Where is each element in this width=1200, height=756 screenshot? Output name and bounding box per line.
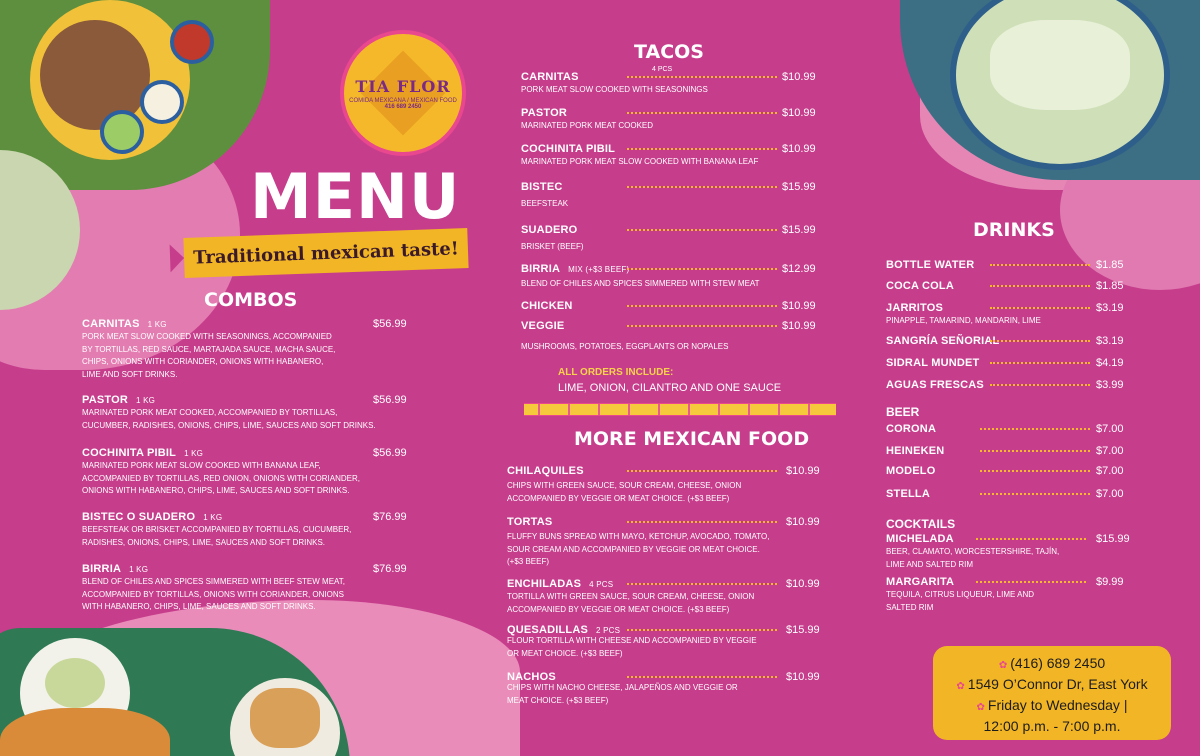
- item-description: CHIPS WITH GREEN SAUCE, SOUR CREAM, CHEESE, ONION: [507, 481, 742, 490]
- item-description: RADISHES, ONIONS, CHIPS, LIME, SAUCES AND SOFT DRINKS.: [82, 537, 326, 547]
- item-description: ACCOMPANIED BY TORTILLAS, RED ONION, ONIONS WITH CORIANDER,: [82, 473, 360, 483]
- item-price: $10.99: [782, 320, 816, 332]
- item-description: MARINATED PORK MEAT SLOW COOKED WITH BANANA LEAF: [521, 157, 759, 166]
- item-price: $15.99: [782, 181, 816, 193]
- item-description: ACCOMPANIED BY VEGGIE OR MEAT CHOICE. (+$3 BEEF): [507, 604, 730, 614]
- item-name: HEINEKEN: [886, 445, 945, 457]
- combo-item: [82, 563, 417, 613]
- more-food-item: [507, 578, 827, 615]
- item-description: CHIPS, ONIONS WITH CORIANDER, ONIONS WITH HABANERO,: [82, 357, 324, 366]
- taco-item: [521, 71, 816, 96]
- item-name: CORONA: [886, 423, 937, 435]
- beer-item: [886, 423, 1131, 435]
- item-qty: 1 KG: [184, 449, 204, 458]
- flower-icon: ✿: [998, 660, 1008, 671]
- item-price: $56.99: [373, 447, 407, 459]
- item-description: CUCUMBER, RADISHES, ONIONS, CHIPS, LIME, SAUCES AND SOFT DRINKS.: [82, 420, 376, 430]
- tacos-note: 4 PCS: [652, 66, 673, 73]
- drink-item: [886, 335, 1131, 347]
- item-price: $3.99: [1096, 379, 1124, 391]
- dot-leader: [627, 325, 777, 327]
- item-name: ENCHILADAS: [507, 578, 582, 590]
- beer-item: [886, 445, 1131, 457]
- item-description: ONIONS WITH HABANERO, CHIPS, LIME, SAUCES AND SOFT DRINKS.: [82, 486, 350, 495]
- more-food-item: [507, 624, 827, 659]
- item-description: MARINATED PORK MEAT COOKED: [521, 121, 654, 130]
- item-description: TORTILLA WITH GREEN SAUCE, SOUR CREAM, CHEESE, ONION: [507, 592, 755, 601]
- item-description: BRISKET (BEEF): [521, 242, 584, 251]
- item-description: MARINATED PORK MEAT SLOW COOKED WITH BANANA LEAF,: [82, 461, 321, 470]
- taco-item: [521, 181, 816, 210]
- drink-item: [886, 302, 1131, 327]
- item-qty: 1 KG: [136, 396, 156, 405]
- item-name: PASTOR: [82, 394, 129, 406]
- item-name: COCHINITA PIBIL: [82, 447, 177, 459]
- drink-item: [886, 280, 1131, 292]
- item-description: BEEFSTEAK: [521, 199, 569, 208]
- item-name: SIDRAL MUNDET: [886, 357, 980, 369]
- dot-leader: [990, 285, 1090, 287]
- item-name: CHILAQUILES: [507, 465, 584, 477]
- dot-leader: [976, 538, 1086, 540]
- item-name: CHICKEN: [521, 300, 573, 312]
- item-description: PINAPPLE, TAMARIND, MANDARIN, LIME: [886, 316, 1041, 325]
- dot-leader: [980, 450, 1090, 452]
- item-name: MARGARITA: [886, 576, 955, 588]
- beer-item: [886, 465, 1131, 477]
- item-description: MUSHROOMS, POTATOES, EGGPLANTS OR NOPALES: [521, 342, 729, 351]
- section-title-drinks: DRINKS: [973, 219, 1055, 241]
- section-title-tacos: TACOS: [634, 41, 704, 63]
- item-description: FLUFFY BUNS SPREAD WITH MAYO, KETCHUP, AVOCADO, TOMATO,: [507, 532, 770, 541]
- cocktails-title: COCKTAILS: [886, 517, 956, 531]
- taco-item: [521, 143, 816, 168]
- item-description: BEEFSTEAK OR BRISKET ACCOMPANIED BY TORTILLAS, CUCUMBER,: [82, 525, 352, 534]
- flower-icon: ✿: [956, 681, 965, 692]
- item-name: VEGGIE: [521, 320, 565, 332]
- item-name: NACHOS: [507, 671, 556, 683]
- item-description: LIME AND SALTED RIM: [886, 559, 973, 569]
- item-price: $1.85: [1096, 280, 1124, 292]
- dot-leader: [627, 186, 777, 188]
- item-description: SOUR CREAM AND ACCOMPANIED BY VEGGIE OR MEAT CHOICE.: [507, 544, 760, 554]
- item-name: COCA COLA: [886, 280, 954, 292]
- item-price: $10.99: [786, 671, 820, 683]
- item-price: $3.19: [1096, 302, 1124, 314]
- item-price: $7.00: [1096, 445, 1124, 457]
- flower-icon: ✿: [976, 702, 985, 713]
- taco-item: [521, 320, 816, 353]
- item-price: $7.00: [1096, 465, 1124, 477]
- item-description: TEQUILA, CITRUS LIQUEUR, LIME AND: [886, 590, 1035, 599]
- item-name: JARRITOS: [886, 302, 944, 314]
- contact-box: [933, 646, 1171, 740]
- item-description: OR MEAT CHOICE. (+$3 BEEF): [507, 648, 623, 658]
- item-price: $10.99: [782, 143, 816, 155]
- dot-leader: [627, 229, 777, 231]
- taco-item: [521, 263, 816, 290]
- dot-leader: [990, 307, 1090, 309]
- item-qty: 1 KG: [129, 565, 149, 574]
- item-name: PASTOR: [521, 107, 568, 119]
- contact-hours: 12:00 p.m. - 7:00 p.m.: [983, 718, 1121, 734]
- dot-leader: [990, 384, 1090, 386]
- item-price: $12.99: [782, 263, 816, 275]
- item-name: CARNITAS: [521, 71, 579, 83]
- item-description: ACCOMPANIED BY VEGGIE OR MEAT CHOICE. (+$3 BEEF): [507, 493, 730, 503]
- combo-item: [82, 511, 417, 548]
- beer-title: BEER: [886, 405, 920, 419]
- item-price: $1.85: [1096, 259, 1124, 271]
- orders-include-label: ALL ORDERS INCLUDE:: [558, 367, 674, 378]
- contact-days: Friday to Wednesday |: [987, 697, 1128, 713]
- item-price: $76.99: [373, 511, 407, 523]
- dot-leader: [627, 583, 777, 585]
- taco-item: [521, 300, 816, 312]
- item-price: $7.00: [1096, 488, 1124, 500]
- item-name: BIRRIA: [82, 563, 122, 575]
- item-name: STELLA: [886, 488, 930, 500]
- item-price: $7.00: [1096, 423, 1124, 435]
- item-price: $10.99: [786, 465, 820, 477]
- item-price: $15.99: [786, 624, 820, 636]
- dot-leader: [627, 470, 777, 472]
- item-name: QUESADILLAS: [507, 624, 589, 636]
- more-food-item: [507, 516, 827, 568]
- item-description: LIME AND SOFT DRINKS.: [82, 369, 178, 379]
- item-description: BY TORTILLAS, RED SAUCE, MARTAJADA SAUCE, MACHA SAUCE,: [82, 344, 336, 354]
- item-price: $10.99: [782, 300, 816, 312]
- cocktail-item: [886, 576, 1146, 613]
- item-price: $10.99: [782, 71, 816, 83]
- item-name: MODELO: [886, 465, 936, 477]
- item-price: $15.99: [1096, 533, 1130, 545]
- taco-item: [521, 224, 816, 253]
- dot-leader: [627, 112, 777, 114]
- item-price: $10.99: [786, 516, 820, 528]
- item-price: $10.99: [786, 578, 820, 590]
- item-description: SALTED RIM: [886, 602, 934, 612]
- taco-item: [521, 107, 816, 132]
- logo-name: TIA FLOR: [355, 76, 451, 96]
- orders-include-text: LIME, ONION, CILANTRO AND ONE SAUCE: [558, 382, 782, 394]
- item-name: BISTEC O SUADERO: [82, 511, 196, 523]
- item-price: $3.19: [1096, 335, 1124, 347]
- item-name: BOTTLE WATER: [886, 259, 975, 271]
- item-qty: 1 KG: [147, 320, 167, 329]
- item-qty: 4 PCS: [589, 580, 614, 589]
- item-description: BLEND OF CHILES AND SPICES SIMMERED WITH BEEF STEW MEAT,: [82, 577, 345, 586]
- brand-logo: [340, 30, 466, 156]
- item-name: SANGRÍA SEÑORIAL: [886, 335, 1000, 347]
- item-price: $56.99: [373, 394, 407, 406]
- item-price: $76.99: [373, 563, 407, 575]
- item-qty: 1 KG: [203, 513, 223, 522]
- dot-leader: [627, 521, 777, 523]
- tagline-ribbon: [183, 228, 468, 278]
- dot-leader: [990, 340, 1090, 342]
- drink-item: [886, 357, 1131, 369]
- item-description: (+$3 BEEF): [507, 557, 550, 566]
- dot-leader: [976, 581, 1086, 583]
- contact-address: 1549 O’Connor Dr, East York: [967, 676, 1148, 692]
- item-name: TORTAS: [507, 516, 553, 528]
- item-name: BISTEC: [521, 181, 563, 193]
- item-price: $56.99: [373, 318, 407, 330]
- item-description: WITH HABANERO, CHIPS, LIME, SAUCES AND SOFT DRINKS.: [82, 602, 316, 611]
- more-food-item: [507, 465, 827, 504]
- section-title-combos: COMBOS: [204, 289, 298, 311]
- item-name: CARNITAS: [82, 318, 140, 330]
- dot-leader: [627, 76, 777, 78]
- item-name: SUADERO: [521, 224, 578, 236]
- item-description: ACCOMPANIED BY TORTILLAS, ONIONS WITH CORIANDER, ONIONS: [82, 589, 344, 599]
- dot-leader: [980, 493, 1090, 495]
- item-description: CHIPS WITH NACHO CHEESE, JALAPEÑOS AND VEGGIE OR: [507, 683, 738, 692]
- dot-leader: [627, 268, 777, 270]
- cocktail-item: [886, 533, 1146, 570]
- beer-item: [886, 488, 1131, 500]
- combo-item: [82, 394, 417, 431]
- item-qty: MIX (+$3 BEEF): [568, 265, 630, 274]
- section-title-more: MORE MEXICAN FOOD: [574, 428, 810, 450]
- item-description: FLOUR TORTILLA WITH CHEESE AND ACCOMPANIED BY VEGGIE: [507, 636, 757, 645]
- item-description: MEAT CHOICE. (+$3 BEEF): [507, 695, 609, 705]
- item-description: BEER, CLAMATO, WORCESTERSHIRE, TAJÍN,: [886, 547, 1060, 556]
- page-title: MENU: [250, 160, 461, 233]
- dot-leader: [627, 676, 777, 678]
- dot-leader: [627, 148, 777, 150]
- drink-item: [886, 379, 1131, 391]
- contact-phone: (416) 689 2450: [1010, 655, 1106, 671]
- combo-item: [82, 318, 417, 380]
- dot-leader: [990, 362, 1090, 364]
- item-name: COCHINITA PIBIL: [521, 143, 616, 155]
- item-name: BIRRIA: [521, 263, 561, 275]
- item-qty: 2 PCS: [596, 626, 621, 635]
- item-description: MARINATED PORK MEAT COOKED, ACCOMPANIED BY TORTILLAS,: [82, 408, 338, 417]
- dot-leader: [980, 428, 1090, 430]
- item-description: BLEND OF CHILES AND SPICES SIMMERED WITH STEW MEAT: [521, 279, 760, 288]
- item-price: $15.99: [782, 224, 816, 236]
- item-name: MICHELADA: [886, 533, 954, 545]
- item-description: PORK MEAT SLOW COOKED WITH SEASONINGS: [521, 85, 708, 94]
- item-description: PORK MEAT SLOW COOKED WITH SEASONINGS, ACCOMPANIED: [82, 332, 332, 341]
- item-price: $10.99: [782, 107, 816, 119]
- dot-leader: [980, 470, 1090, 472]
- decor-pattern-strip: [524, 403, 836, 416]
- dot-leader: [627, 305, 777, 307]
- item-name: AGUAS FRESCAS: [886, 379, 984, 391]
- tagline: Traditional mexican taste!: [192, 237, 460, 269]
- item-price: $4.19: [1096, 357, 1124, 369]
- item-price: $9.99: [1096, 576, 1124, 588]
- dot-leader: [990, 264, 1090, 266]
- logo-phone: 416 689 2450: [384, 103, 422, 110]
- dot-leader: [627, 629, 777, 631]
- combo-item: [82, 447, 417, 497]
- drink-item: [886, 259, 1131, 271]
- logo-subtitle: COMIDA MEXICANA / MEXICAN FOOD: [349, 97, 457, 104]
- more-food-item: [507, 671, 827, 706]
